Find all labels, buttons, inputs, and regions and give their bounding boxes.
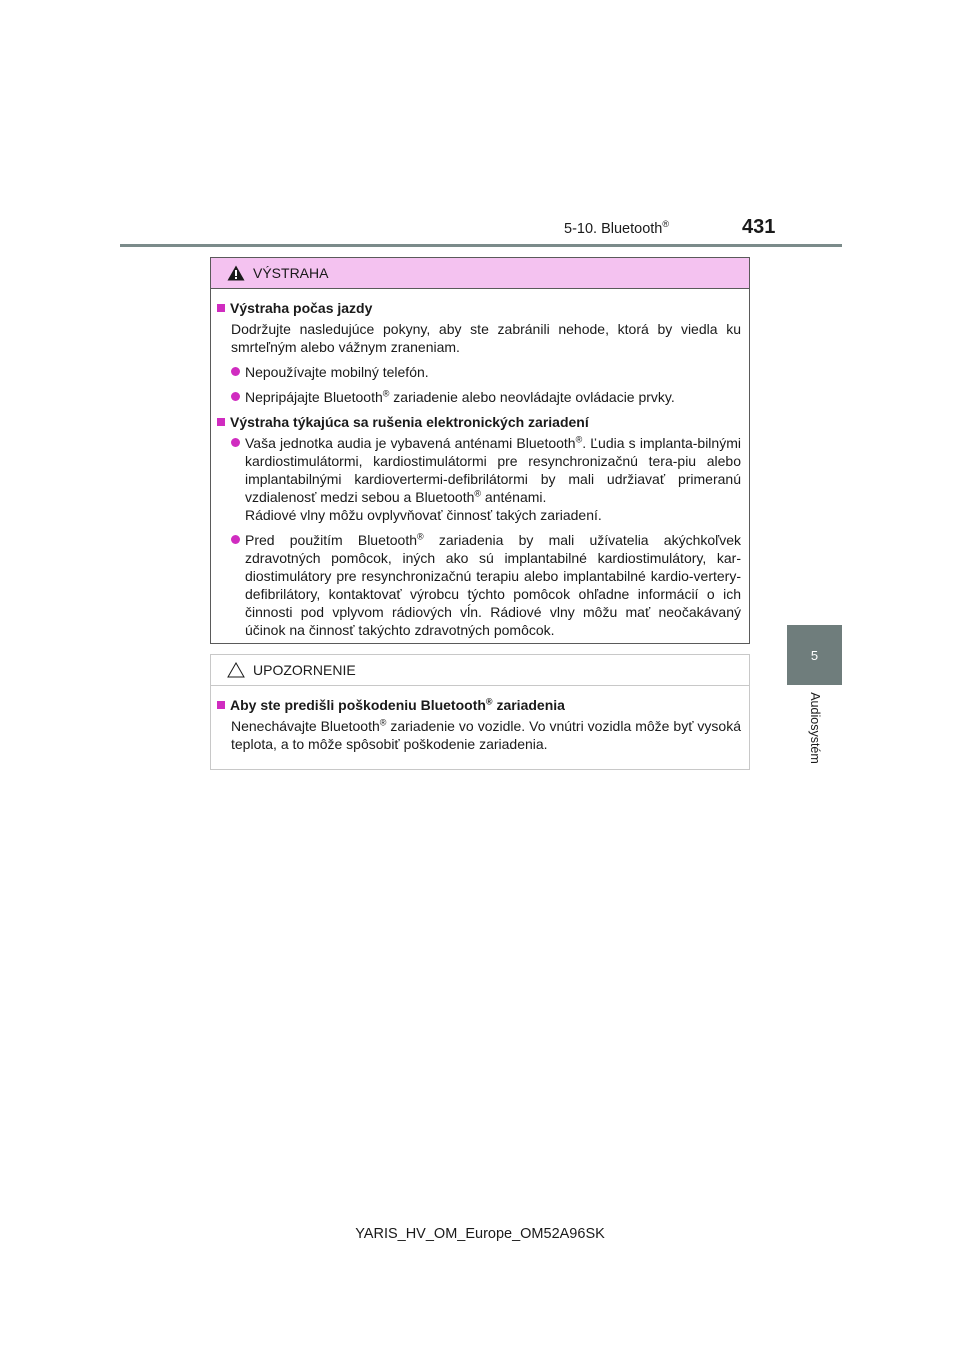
list-item: Pred použitím Bluetooth® zariadenia by mali užívatelia akýchkoľvek zdravotných pomôcok, iných ako sú implantabilné kardiostimulátory, kar-diostimulátory pre resynchronizačnú terapiu alebo implantabilné kardio-vertery-defibrilátory, kontaktovať výrobcu týchto pomôcok ohľadne informácií o ich činnosti pod vplyvom rádiových vĺn. Rádiové vlny môžu mať neočakávaný účinok na činnosť takýchto zdravotných pomôcok. <box>231 531 741 639</box>
caution-title: UPOZORNENIE <box>253 662 356 678</box>
round-bullet-icon <box>231 392 240 401</box>
warning-triangle-icon <box>227 265 245 281</box>
caution-box <box>210 654 750 770</box>
list-item: Vaša jednotka audia je vybavená anténami Bluetooth®. Ľudia s implanta-bilnými kardiostimulátormi, kardiostimulátormi pre resynchronizačnú tera-piu alebo implantabilnými kardiovertermi-defibrilátormi by mali udržiavať primeranú vzdialenosť medzi sebou a Bluetooth® anténami. Rádiové vlny môžu ovplyvňovať činnosť takých zariadení. <box>231 434 741 524</box>
square-bullet-icon <box>217 418 225 426</box>
paragraph: Nenechávajte Bluetooth® zariadenie vo vozidle. Vo vnútri vozidla môže byť vysoká teplota, a to môže spôsobiť poškodenie zariadenia. <box>231 717 741 752</box>
warning-title: VÝSTRAHA <box>253 265 329 281</box>
section-heading: Aby ste predišli poškodeniu Bluetooth® zariadenia <box>217 696 741 714</box>
caution-triangle-icon <box>227 662 245 678</box>
header-divider <box>120 244 842 247</box>
warning-box <box>210 257 750 644</box>
warning-header <box>211 258 749 289</box>
section-heading: Výstraha týkajúca sa rušenia elektronických zariadení <box>217 413 741 431</box>
list-item: Nepoužívajte mobilný telefón. <box>231 363 741 381</box>
paragraph: Dodržujte nasledujúce pokyny, aby ste zabránili nehode, ktorá by viedla ku smrteľným alebo vážnym zraneniam. <box>231 321 741 355</box>
caution-header <box>211 655 749 686</box>
round-bullet-icon <box>231 367 240 376</box>
page-number: 431 <box>742 216 776 238</box>
document-code: YARIS_HV_OM_Europe_OM52A96SK <box>355 1226 605 1242</box>
chapter-tab[interactable] <box>787 625 842 685</box>
chapter-label: Audiosystém <box>807 691 822 764</box>
caution-body <box>211 686 749 753</box>
square-bullet-icon <box>217 701 225 709</box>
warning-body <box>211 289 749 639</box>
section-title: 5-10. Bluetooth® <box>564 219 669 237</box>
round-bullet-icon <box>231 535 240 544</box>
list-item: Nepripájajte Bluetooth® zariadenie alebo neovládajte ovládacie prvky. <box>231 388 741 406</box>
chapter-label-rail <box>787 685 842 770</box>
square-bullet-icon <box>217 304 225 312</box>
round-bullet-icon <box>231 438 240 447</box>
section-heading: Výstraha počas jazdy <box>217 299 741 317</box>
chapter-number: 5 <box>810 647 819 663</box>
